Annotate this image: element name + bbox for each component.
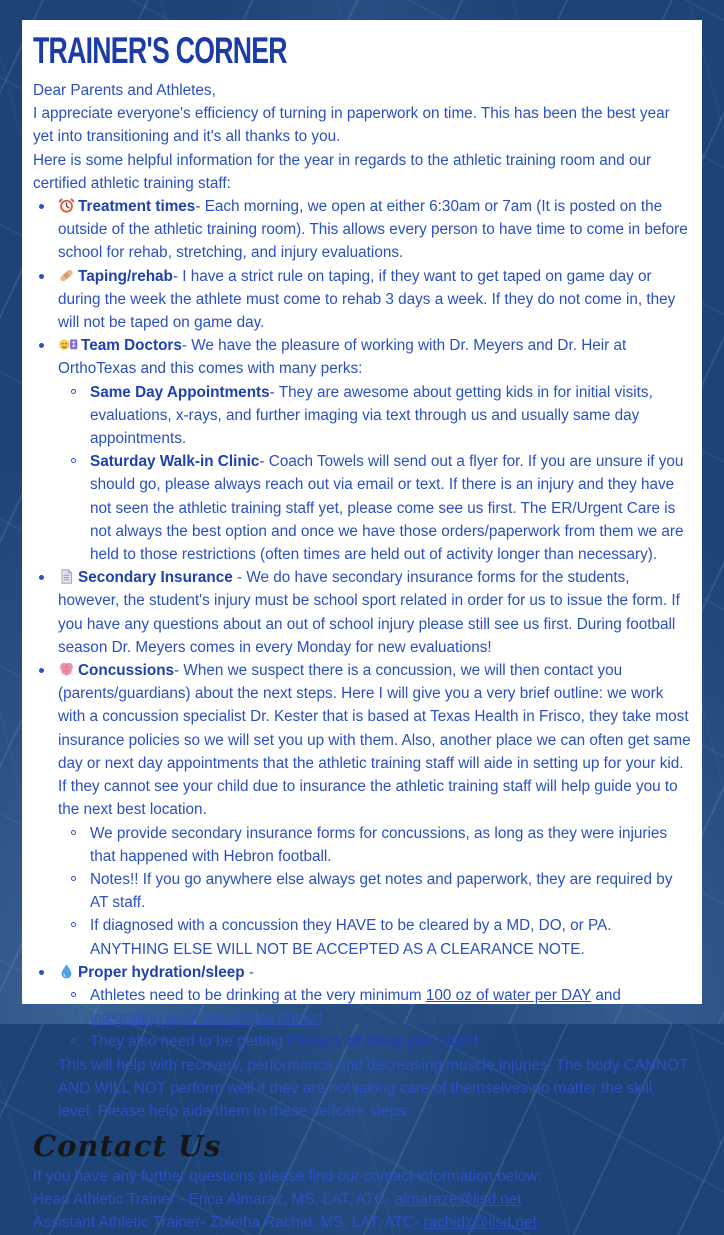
- sub-bullet-list: [58, 381, 691, 567]
- bullet-heading: Proper hydration/sleep: [78, 963, 245, 981]
- bullet-marker: [39, 343, 44, 348]
- doctor-icon: [58, 336, 78, 353]
- bullet-item: Secondary Insurance - We do have secondary insurance forms for the students, however, the student's injury must be school sport related in order for us to issue the form. If you have any questions about an out of school injury please still see us first. During football season Dr. Meyers comes in every Monday for new evaluations!: [33, 566, 691, 659]
- underlined-text: integrating sport electrolyte drinks: [90, 1010, 319, 1028]
- text-segment: and: [591, 986, 621, 1004]
- bullet-heading: Treatment times: [78, 198, 196, 216]
- intro-paragraph: I appreciate everyone's efficiency of turning in paperwork on time. This has been the best year yet into transitioning and it's all thanks to you.: [33, 105, 670, 146]
- bullet-heading: Team Doctors: [81, 337, 182, 355]
- email-link-assistant-trainer[interactable]: rachidz@lisd.net: [423, 1214, 537, 1232]
- intro-greeting: Dear Parents and Athletes,: [33, 82, 216, 99]
- sub-bullet-marker: [71, 992, 76, 997]
- sub-bullet-item: Saturday Walk-in Clinic- Coach Towels will send out a flyer for. If you are unsure if you should go, please always reach out via email or text. If there is an injury and they have not seen the athletic training staff yet, please come see us first. The ER/Urgent Care is not always the best option and once we have those orders/paperwork from them we are held to those restrictions (often times are held out of activity longer than necessary).: [58, 450, 691, 566]
- page-title-text: TRAINER'S CORNER: [33, 30, 287, 71]
- text-segment: Coach Towels will send out a flyer for. If you are unsure if you should go, please always reach out via email or text. If there is an injury and they have not seen the athletic training staff yet, please come see us first. The ER/Urgent Care is not always the best option and once we have those orders/paperwork from them we are held to those restrictions (often times are held out of activity longer than necessary).: [90, 453, 684, 564]
- bullet-tail-paragraph: This will help with recovery, performance and decreasing muscle injuries! The body CANNOT AND WILL NOT perform well if they are not taking care of themselves no matter the skill level. Please help aide them in these selfcare steps.: [58, 1056, 688, 1120]
- bullet-item: Treatment times- Each morning, we open at either 6:30am or 7am (It is posted on the outside of the athletic training room). This allows every person to have time to come in before school for rehab, stretching, and injury evaluations.: [33, 195, 691, 265]
- droplet-icon: [58, 963, 75, 980]
- contact-label: Assistant Athletic Trainer- Zuleiha Rachid, MS, LAT, ATC-: [33, 1214, 424, 1232]
- text-segment: !: [474, 1033, 479, 1051]
- sub-bullet-marker: [71, 458, 76, 463]
- sub-bullet-heading: Saturday Walk-in Clinic: [90, 453, 260, 471]
- sub-bullet-marker: [71, 922, 76, 927]
- contact-intro: If you have any further questions please find our contact information below:: [33, 1168, 542, 1186]
- document-icon: [58, 568, 75, 585]
- bold-text: 8 hours of sleep per night: [287, 1033, 475, 1051]
- text-segment: They are awesome about getting kids in for initial visits, evaluations, x-rays, and further imaging via text through us and usually same day appointments.: [90, 383, 653, 448]
- text-segment: Notes!! If you go anywhere else always get notes and paperwork, they are required by AT staff.: [90, 870, 673, 912]
- underlined-text: 100 oz of water per DAY: [425, 986, 592, 1004]
- sub-bullet-item: [58, 914, 691, 960]
- text-segment: We provide secondary insurance forms for concussions, as long as they were injuries that happened with Hebron football.: [90, 824, 668, 865]
- bullet-item: Concussions- When we suspect there is a concussion, we will then contact you (parents/guardians) about the next steps. Here I will give you a very brief outline: we work with a concussion specialist Dr. Kester that is based at Texas Health in Frisco, they take most insurance policies so we will set you up with them. Also, another place we can often get same day or next day appointments that the athletic training staff will aide in setting up for your kid. If they cannot see your child due to insurance the athletic training staff will help guide you to the next best location. We provide secondary insurance forms for concussions, as long as they were injuries that happened with Hebron football. Notes!! If you go anywhere else always get notes and paperwork, they are required by AT staff. If diagnosed with a concussion they HAVE to be cleared by a MD, DO, or PA. ANYTHING ELSE WILL NOT BE ACCEPTED AS A CLEARANCE NOTE.: [33, 659, 691, 961]
- sub-bullet-marker: [71, 1038, 76, 1043]
- text-segment: If diagnosed with a concussion they HAVE to be cleared by a MD, DO, or PA. ANYTHING ELSE WILL NOT BE ACCEPTED AS A CLEARANCE NOTE.: [90, 917, 612, 958]
- info-bullet-list: [33, 195, 691, 1123]
- sub-bullet-list: [58, 822, 691, 961]
- text-segment: When we suspect there is a concussion, we will then contact you (parents/guardians) about the next steps. Here I will give you a very brief outline: we work with a concussion specialist Dr. Kester that is based at Texas Health in Frisco, they take most insurance policies so we will set you up with them. Also, another place we can often get same day or next day appointments that the athletic training staff will aide in setting up for your kid. If they cannot see your child due to insurance the athletic training staff will help guide you to the next best location.: [58, 662, 691, 819]
- bullet-item: Taping/rehab- I have a strict rule on taping, if they want to get taped on game day or during the week the athlete must come to rehab 3 days a week. If they do not come in, they will not be taped on game day.: [33, 265, 691, 335]
- page-title: [33, 32, 691, 69]
- text-segment: They also need to be getting: [90, 1033, 288, 1051]
- sub-bullet-heading: Same Day Appointments: [90, 383, 270, 401]
- newsletter-page: [22, 20, 702, 1232]
- email-link-head-trainer[interactable]: almaraze@lisd.net: [394, 1191, 522, 1209]
- contact-line-head-trainer: [33, 1188, 691, 1211]
- alarm-clock-icon: [58, 197, 75, 214]
- sub-bullet-marker: [71, 876, 76, 881]
- bullet-heading: Taping/rehab: [78, 267, 173, 285]
- sub-bullet-marker: [71, 830, 76, 835]
- bullet-item: Proper hydration/sleep - Athletes need to be drinking at the very minimum 100 oz of water per DAY and integrating sport electrolyte drinks! They also need to be getting 8 hours of sleep per night! This will help with recovery, performance and decreasing muscle injuries! The body CANNOT AND WILL NOT perform well if they are not taking care of themselves no matter the skill level. Please help aide them in these selfcare steps.: [33, 961, 691, 1123]
- sub-bullet-item: [58, 822, 691, 868]
- text-segment: Athletes need to be drinking at the very minimum: [90, 986, 426, 1004]
- bullet-item: Team Doctors- We have the pleasure of working with Dr. Meyers and Dr. Heir at OrthoTexas and this comes with many perks: Same Day Appointments- They are awesome about getting kids in for initial visits, evaluations, x-rays, and further imaging via text through us and usually same day appointments. Saturday Walk-in Clinic- Coach Towels will send out a flyer for. If you are unsure if you should go, please always reach out via email or text. If there is an injury and they have not seen the athletic training staff yet, please come see us first. The ER/Urgent Care is not always the best option and once we have those orders/paperwork from them we are held to those restrictions (often times are held out of activity longer than necessary).: [33, 334, 691, 566]
- bullet-heading: Secondary Insurance: [78, 569, 233, 587]
- text-segment: We have the pleasure of working with Dr. Meyers and Dr. Heir at OrthoTexas and this comes with many perks:: [58, 337, 627, 378]
- brain-icon: [58, 661, 75, 678]
- bullet-marker: [39, 668, 44, 673]
- contact-line-assistant-trainer: [33, 1211, 691, 1234]
- sub-bullet-item: Same Day Appointments- They are awesome about getting kids in for initial visits, evaluations, x-rays, and further imaging via text through us and usually same day appointments.: [58, 381, 691, 451]
- text-segment: !: [318, 1010, 323, 1028]
- bullet-heading: Concussions: [78, 662, 175, 680]
- sub-bullet-item: [58, 868, 691, 914]
- sub-bullet-item: [58, 1030, 691, 1053]
- bullet-marker: [39, 274, 44, 279]
- intro-paragraph-2: Here is some helpful information for the year in regards to the athletic training room and our certified athletic training staff:: [33, 151, 652, 192]
- contact-label: Head Athletic Trainer - Erica Almaraz, MS, LAT, ATC-: [33, 1191, 395, 1209]
- text-segment: I have a strict rule on taping, if they want to get taped on game day or during the week the athlete must come to rehab 3 days a week. If they do not come in, they will not be taped on game day.: [58, 267, 676, 332]
- sub-bullet-marker: [71, 389, 76, 394]
- contact-heading: Contact Us: [33, 1129, 222, 1164]
- bullet-marker: [39, 970, 44, 975]
- bullet-marker: [39, 204, 44, 209]
- text-segment: We do have secondary insurance forms for the students, however, the student's injury must be school sport related in order for us to issue the form. If you have any questions about an out of school injury please still see us first. During football season Dr. Meyers comes in every Monday for new evaluations!: [58, 569, 680, 656]
- bandage-icon: [58, 267, 75, 284]
- bullet-marker: [39, 575, 44, 580]
- sub-bullet-list: [58, 984, 691, 1054]
- sub-bullet-item: [58, 984, 691, 1030]
- text-segment: Each morning, we open at either 6:30am or 7am (It is posted on the outside of the athletic training room). This allows every person to have time to come in before school for rehab, stretching, and injury evaluations.: [58, 198, 688, 262]
